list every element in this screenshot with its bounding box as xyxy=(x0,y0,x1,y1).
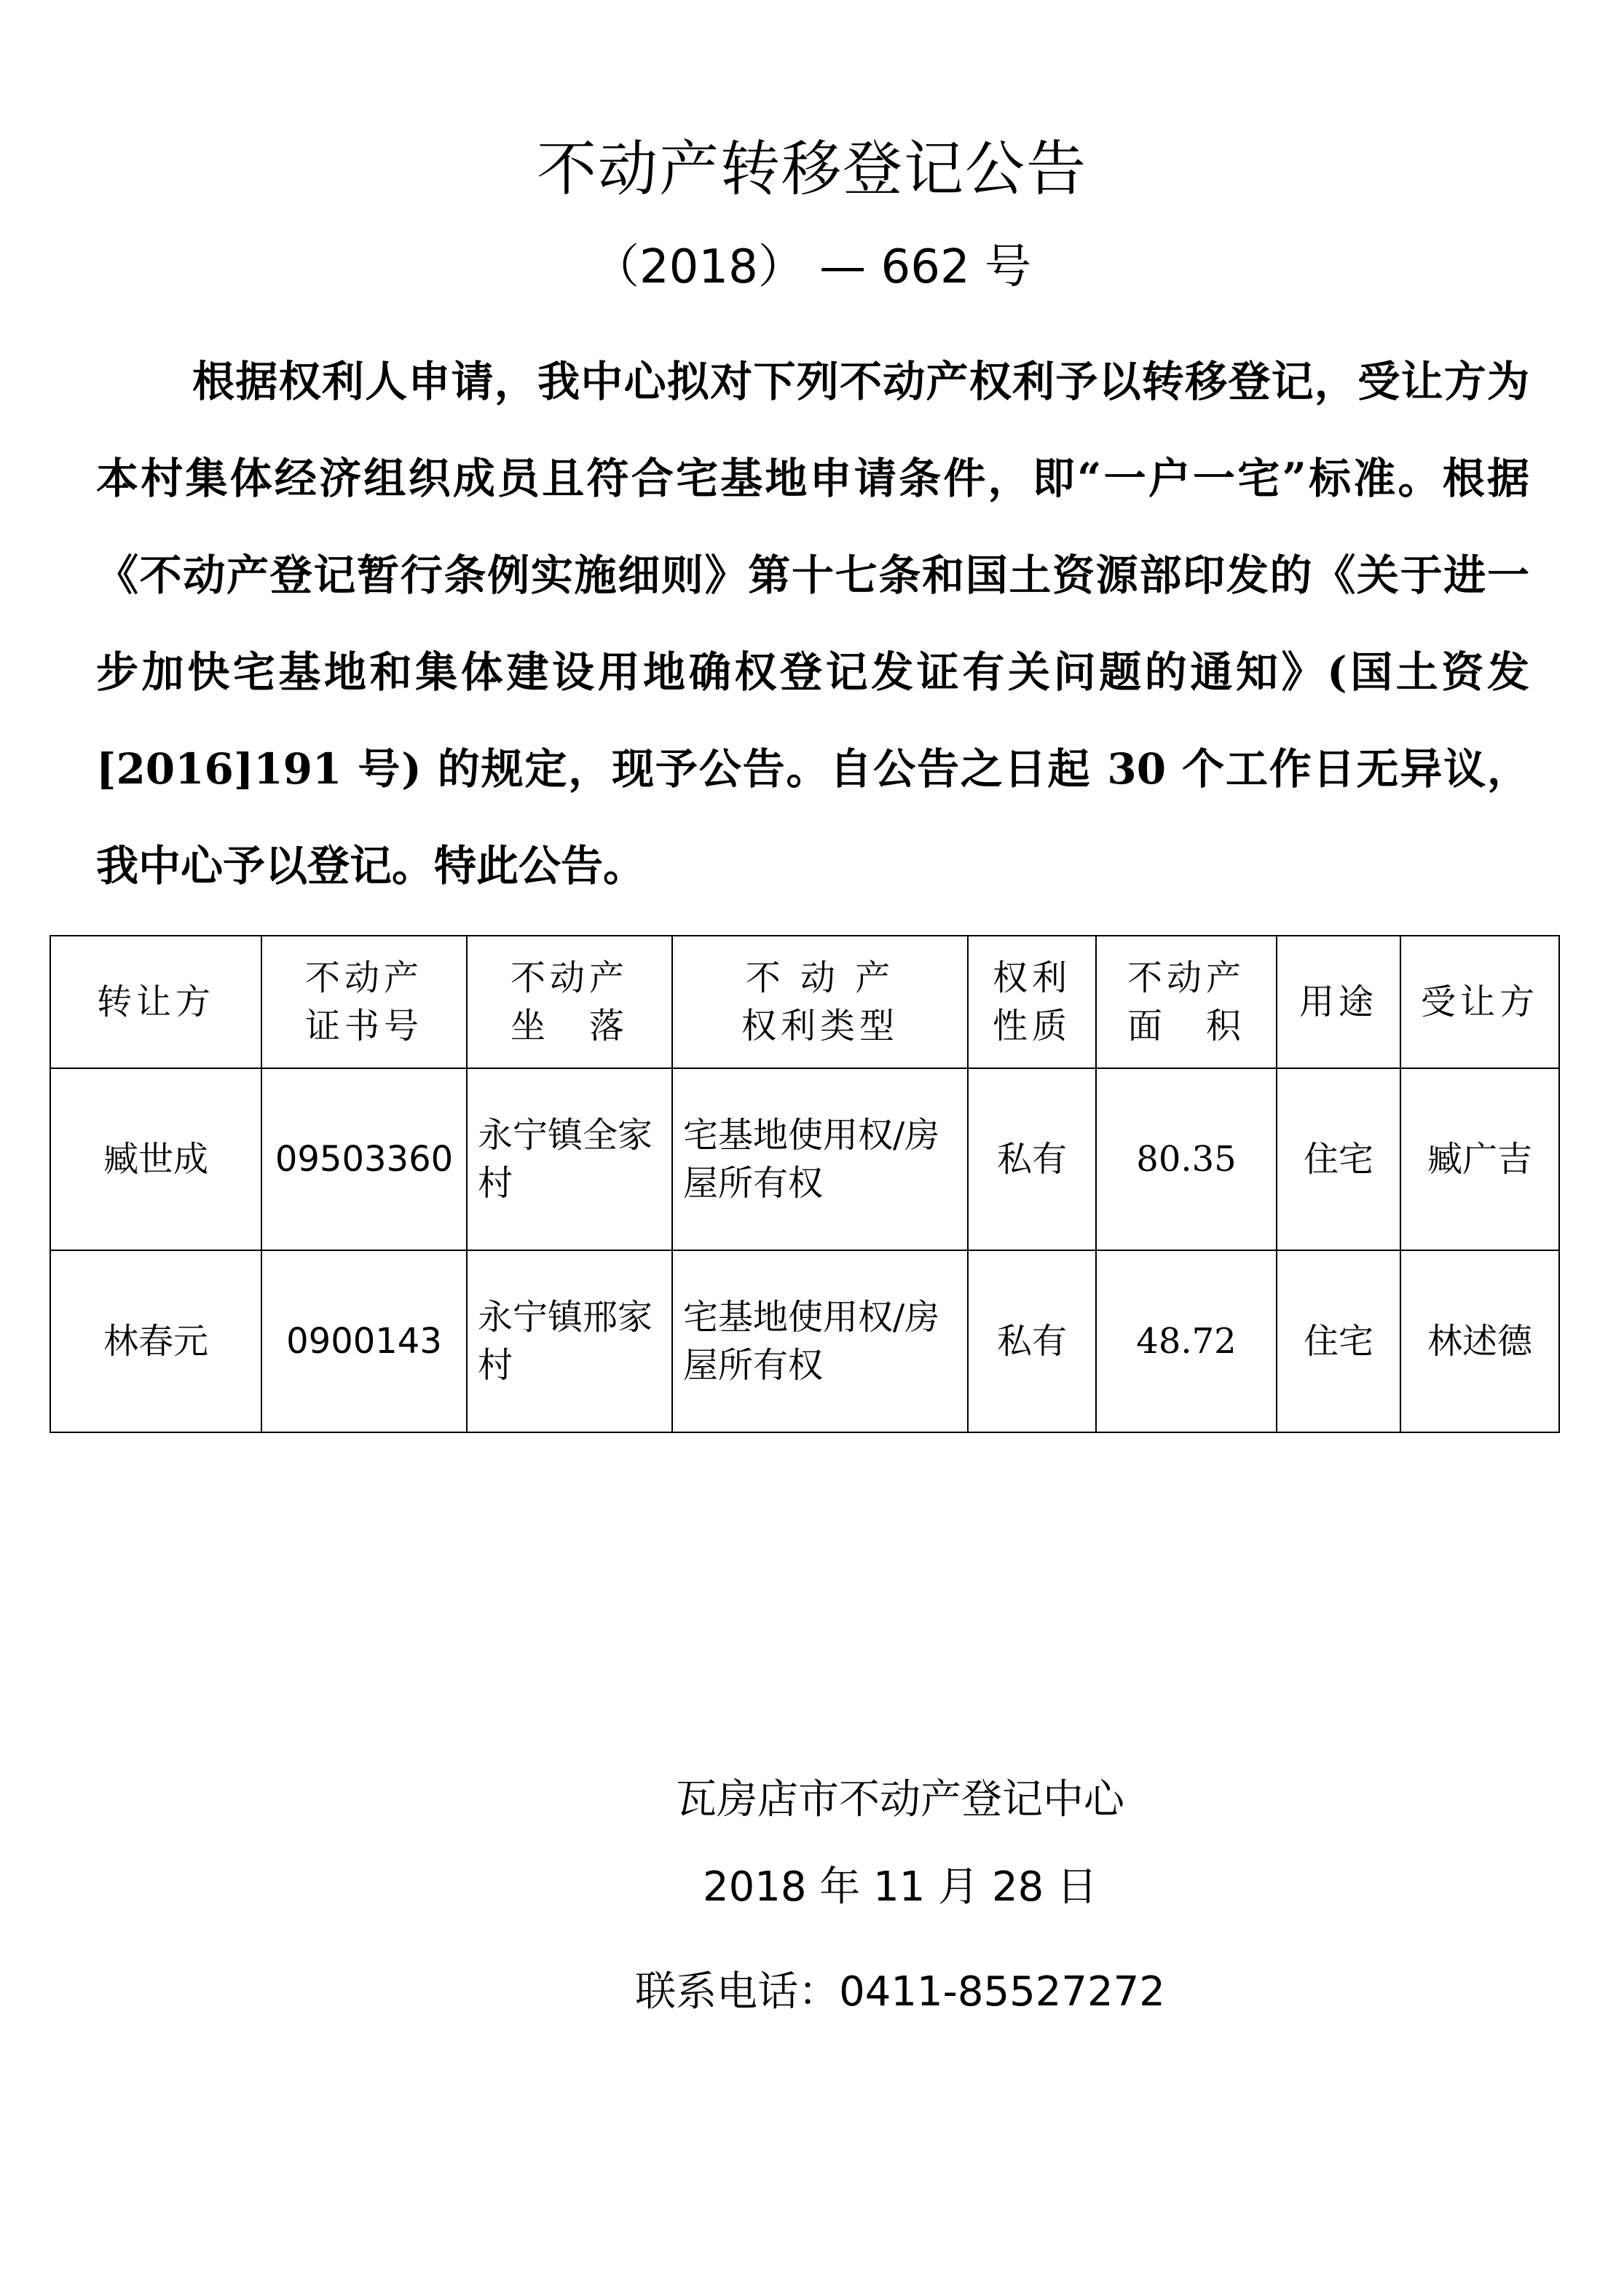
cell-usage: 住宅 xyxy=(1277,1068,1400,1250)
cell-certificate-no: 09503360 xyxy=(261,1068,467,1250)
table-header-row xyxy=(50,936,1559,1068)
cell-transferor: 臧世成 xyxy=(50,1068,261,1250)
issuing-organization: 瓦房店市不动产登记中心 xyxy=(676,1776,1124,1823)
header-location: 不动产 坐 落 xyxy=(467,936,672,1068)
notice-body: 根据权利人申请，我中心拟对下列不动产权利予以转移登记，受让方为本村集体经济组织成员且符合宅基地申请条件，即“一户一宅”标准。根据《不动产登记暂行条例实施细则》第十七条和国土资源部印发的《关于进一步加快宅基地和集体建设用地确权登记发证有关问题的通知》(国土资发[2016]191 号) 的规定，现予公告。自公告之日起 30 个工作日无异议，我中心予以登记。特此公告。 xyxy=(96,357,1529,891)
table-row xyxy=(50,1250,1559,1432)
cell-area: 80.35 xyxy=(1096,1068,1277,1250)
header-nature: 权利 性质 xyxy=(968,936,1096,1068)
cell-nature: 私有 xyxy=(968,1068,1096,1250)
table-row xyxy=(50,1068,1559,1250)
cell-usage: 住宅 xyxy=(1277,1250,1400,1432)
cell-location: 永宁镇邢家村 xyxy=(467,1250,672,1432)
header-right-type: 不 动 产 权利类型 xyxy=(672,936,968,1068)
header-area: 不动产 面 积 xyxy=(1096,936,1277,1068)
cell-certificate-no: 0900143 xyxy=(261,1250,467,1432)
header-certificate-no: 不动产 证书号 xyxy=(261,936,467,1068)
contact-phone: 联系电话：0411-85527272 xyxy=(635,1968,1165,2016)
cell-right-type: 宅基地使用权/房屋所有权 xyxy=(672,1250,968,1432)
cell-transferee: 林述德 xyxy=(1400,1250,1559,1432)
document-number: （2018） — 662 号 xyxy=(592,240,1032,294)
header-usage: 用途 xyxy=(1277,936,1400,1068)
transfer-table xyxy=(50,935,1560,1433)
header-transferor: 转让方 xyxy=(50,936,261,1068)
cell-location: 永宁镇全家村 xyxy=(467,1068,672,1250)
cell-transferee: 臧广吉 xyxy=(1400,1068,1559,1250)
cell-right-type: 宅基地使用权/房屋所有权 xyxy=(672,1068,968,1250)
issue-date: 2018 年 11 月 28 日 xyxy=(702,1863,1098,1911)
header-transferee: 受让方 xyxy=(1400,936,1559,1068)
cell-transferor: 林春元 xyxy=(50,1250,261,1432)
cell-nature: 私有 xyxy=(968,1250,1096,1432)
notice-title: 不动产转移登记公告 xyxy=(536,135,1087,204)
cell-area: 48.72 xyxy=(1096,1250,1277,1432)
